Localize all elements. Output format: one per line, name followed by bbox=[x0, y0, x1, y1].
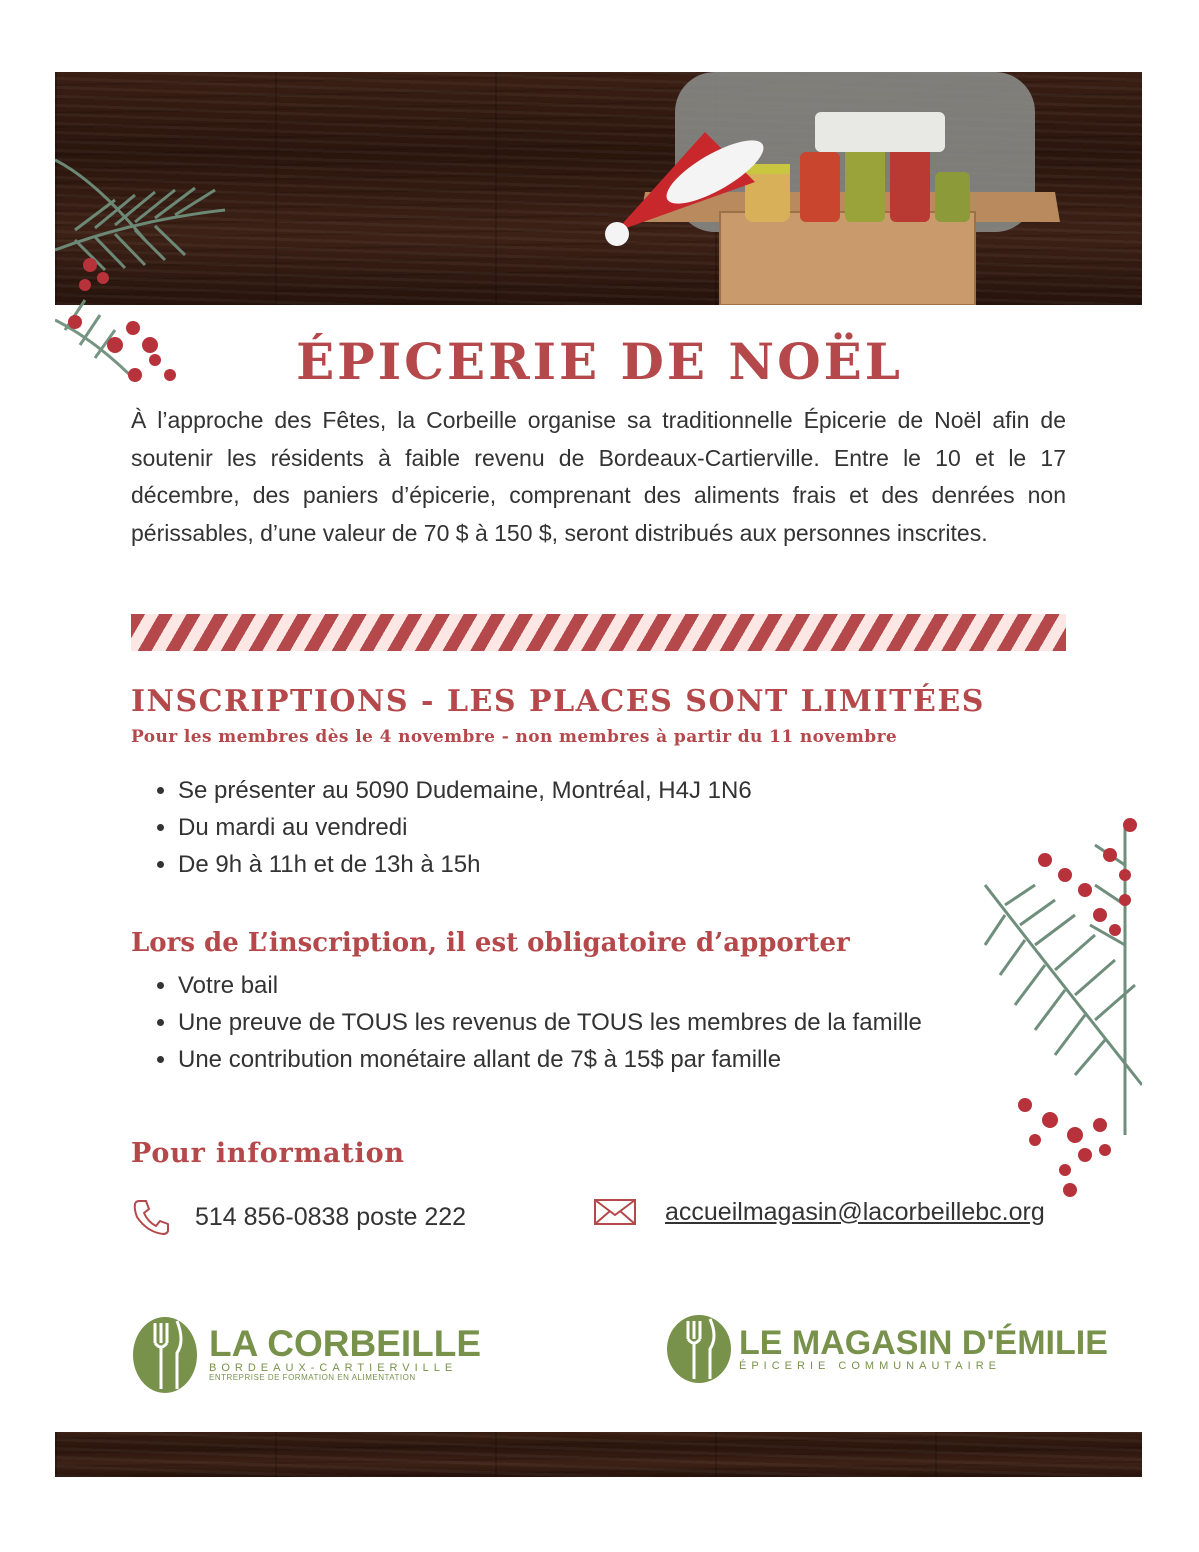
fork-knife-leaf-icon bbox=[663, 1313, 735, 1385]
logo-subtitle: BORDEAUX-CARTIERVILLE bbox=[209, 1362, 458, 1375]
logo-subtitle: ÉPICERIE COMMUNAUTAIRE bbox=[739, 1359, 1001, 1372]
documents-heading: Lors de L’inscription, il est obligatoire d’apporter bbox=[131, 928, 850, 958]
list-item: • Votre bail bbox=[178, 967, 922, 1004]
list-item: • Une contribution monétaire allant de 7$ à 15$ par famille bbox=[178, 1041, 922, 1078]
phone-icon bbox=[131, 1197, 171, 1237]
intro-paragraph: À l’approche des Fêtes, la Corbeille organise sa traditionnelle Épicerie de Noël afin de soutenir les résidents à faible revenu de Bordeaux-Cartierville. Entre le 10 et le 17 décembre, des paniers d’épicerie, comprenant des aliments frais et des denrées non périssables, d’une valeur de 70 $ à 150 $, seront distribués aux personnes inscrites. bbox=[131, 407, 1066, 546]
candy-stripe-divider bbox=[131, 614, 1066, 651]
envelope-icon bbox=[593, 1197, 637, 1227]
logo-tagline: ENTREPRISE DE FORMATION EN ALIMENTATION bbox=[209, 1373, 416, 1383]
phone-contact bbox=[131, 1197, 466, 1237]
documents-list bbox=[150, 967, 922, 1078]
info-heading: Pour information bbox=[131, 1138, 405, 1169]
page-title: ÉPICERIE DE NOËL bbox=[296, 332, 903, 391]
inscriptions-subheading: Pour les membres dès le 4 novembre - non membres à partir du 11 novembre bbox=[131, 727, 898, 747]
list-item: • Se présenter au 5090 Dudemaine, Montréal, H4J 1N6 bbox=[178, 772, 752, 809]
logo-name: LE MAGASIN D'ÉMILIE bbox=[739, 1323, 1108, 1362]
list-item: • De 9h à 11h et de 13h à 15h bbox=[178, 846, 752, 883]
list-item: • Une preuve de TOUS les revenus de TOUS les membres de la famille bbox=[178, 1004, 922, 1041]
inscriptions-list bbox=[150, 772, 752, 883]
phone-number: 514 856-0838 poste 222 bbox=[195, 1202, 467, 1231]
email-contact bbox=[593, 1197, 1045, 1227]
fir-branch-decoration-right bbox=[975, 805, 1142, 1205]
la-corbeille-logo bbox=[131, 1313, 481, 1395]
fork-knife-leaf-icon bbox=[131, 1313, 203, 1395]
list-item: • Du mardi au vendredi bbox=[178, 809, 752, 846]
email-link[interactable]: accueilmagasin@lacorbeillebc.org bbox=[665, 1197, 1045, 1226]
footer-wood-banner bbox=[55, 1432, 1142, 1477]
le-magasin-demilie-logo bbox=[663, 1313, 1108, 1385]
logo-name: LA CORBEILLE bbox=[209, 1323, 482, 1365]
inscriptions-heading: INSCRIPTIONS - LES PLACES SONT LIMITÉES bbox=[131, 684, 985, 719]
